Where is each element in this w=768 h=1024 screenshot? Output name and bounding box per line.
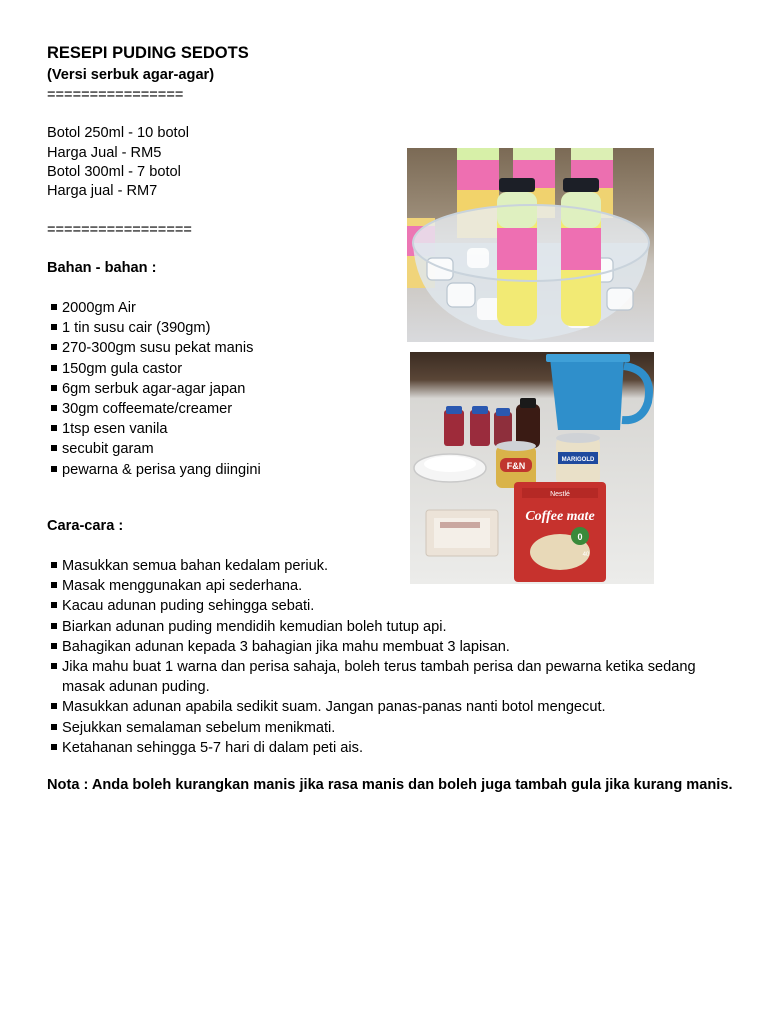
bullet-icon — [51, 663, 57, 669]
pricing-line: Botol 250ml - 10 botol — [47, 125, 189, 141]
bullet-icon — [51, 602, 57, 608]
separator-line: ================ — [47, 87, 184, 103]
pricing-line: Harga jual - RM7 — [47, 183, 158, 199]
step-item: Biarkan adunan puding mendidih kemudian boleh tutup api. — [50, 617, 712, 637]
bullet-icon — [51, 304, 57, 310]
bullet-icon — [51, 344, 57, 350]
ingredient-item: 2000gm Air — [50, 298, 261, 318]
bullet-icon — [51, 562, 57, 568]
pricing-line: Harga Jual - RM5 — [47, 145, 162, 161]
bullet-icon — [51, 744, 57, 750]
bullet-icon — [51, 643, 57, 649]
ingredient-item: 270-300gm susu pekat manis — [50, 338, 261, 358]
fn-can-label: F&N — [506, 461, 526, 471]
step-item: Sejukkan semalaman sebelum menikmati. — [50, 718, 712, 738]
nestle-label: Nestlé — [550, 491, 570, 498]
ingredient-item: 1 tin susu cair (390gm) — [50, 318, 261, 338]
marigold-can-label: MARIGOLD — [561, 457, 595, 463]
page-title: RESEPI PUDING SEDOTS — [47, 44, 249, 62]
ingredient-item: 150gm gula castor — [50, 359, 261, 379]
ingredient-item: pewarna & perisa yang diingini — [50, 460, 261, 480]
bullet-icon — [51, 365, 57, 371]
recipe-note: Nota : Anda boleh kurangkan manis jika rasa manis dan boleh juga tambah gula jika kurang manis. — [47, 777, 733, 793]
step-item: Bahagikan adunan kepada 3 bahagian jika mahu membuat 3 lapisan. — [50, 637, 712, 657]
pudding-bottles-illustration — [407, 148, 654, 342]
bullet-icon — [51, 623, 57, 629]
bullet-icon — [51, 324, 57, 330]
steps-heading: Cara-cara : — [47, 518, 124, 534]
step-item: Masukkan semua bahan kedalam periuk. — [50, 556, 712, 576]
coffeemate-badge: 0 — [577, 532, 583, 542]
bullet-icon — [51, 724, 57, 730]
step-item: Masak menggunakan api sederhana. — [50, 576, 712, 596]
bullet-icon — [51, 466, 57, 472]
step-item: Kacau adunan puding sehingga sebati. — [50, 596, 712, 616]
bullet-icon — [51, 703, 57, 709]
step-item: Jika mahu buat 1 warna dan perisa sahaja, boleh terus tambah perisa dan pewarna ketika sedang masak adunan puding. — [50, 657, 712, 697]
ingredient-item: secubit garam — [50, 439, 261, 459]
ingredient-item: 1tsp esen vanila — [50, 419, 261, 439]
ingredients-photo — [410, 352, 654, 584]
separator-line: ================= — [47, 222, 192, 238]
bullet-icon — [51, 405, 57, 411]
ingredient-item: 30gm coffeemate/creamer — [50, 399, 261, 419]
page-subtitle: (Versi serbuk agar-agar) — [47, 67, 215, 83]
step-item: Masukkan adunan apabila sedikit suam. Jangan panas-panas nanti botol mengecut. — [50, 697, 712, 717]
pudding-bottles-photo — [407, 148, 654, 342]
coffeemate-label: Coffee mate — [525, 509, 595, 524]
ingredients-illustration — [410, 352, 654, 584]
coffeemate-weight: 40 — [582, 552, 590, 558]
pricing-line: Botol 300ml - 7 botol — [47, 164, 181, 180]
ingredients-heading: Bahan - bahan : — [47, 260, 157, 276]
steps-list — [50, 556, 712, 758]
step-item: Ketahanan sehingga 5-7 hari di dalam peti ais. — [50, 738, 712, 758]
bullet-icon — [51, 385, 57, 391]
ingredients-list — [50, 298, 261, 480]
bullet-icon — [51, 425, 57, 431]
ingredient-item: 6gm serbuk agar-agar japan — [50, 379, 261, 399]
bullet-icon — [51, 582, 57, 588]
bullet-icon — [51, 445, 57, 451]
